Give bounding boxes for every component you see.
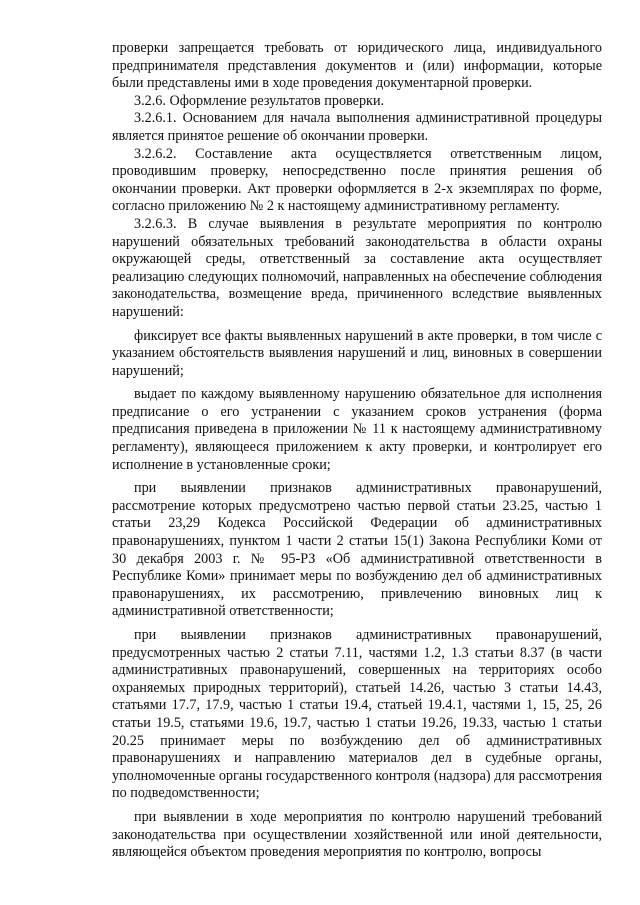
paragraph-3-2-6-1: 3.2.6.1. Основанием для начала выполнения административной процедуры является принятое решение об окончании проверки. [112,110,602,144]
paragraph-3-2-6-3: 3.2.6.3. В случае выявления в результате мероприятия по контролю нарушений обязательных требований законодательства в области охраны окружающей среды, ответственный за составление акта осуществляет реализацию следующих полномочий, направленных на обеспечение соблюдения законодательства, возмещение вреда, причиненного вследствие выявленных нарушений: [112,215,602,320]
section-heading-3-2-6: 3.2.6. Оформление результатов проверки. [134,92,385,109]
list-item-issues-order: выдает по каждому выявленному нарушению обязательное для исполнения предписание о его устранении с указанием сроков устранения (форма предписания приведена в приложении № 11 к настоящему административному регламенту), являющееся приложением к акту проверки, и контролирует его исполнение в установленные сроки; [112,386,602,473]
list-item-economic-activity: при выявлении в ходе мероприятия по контролю нарушений требований законодательства при осуществлении хозяйственной или иной деятельности, являющейся объектом проведения мероприятия по контролю, вопросы [112,808,602,861]
paragraph-3-2-6-2: 3.2.6.2. Составление акта осуществляется ответственным лицом, проводившим проверку, непосредственно после принятия решения об окончании проверки. Акт проверки оформляется в 2-х экземплярах по форме, согласно приложению № 2 к настоящему административному регламенту. [112,145,602,215]
paragraph-continuation: проверки запрещается требовать от юридического лица, индивидуального предпринимателя представления документов и (или) информации, которые были представлены ими в ходе проведения документарной проверки. [112,40,602,92]
document-body [112,40,602,862]
list-item-admin-offenses-courts: при выявлении признаков административных правонарушений, предусмотренных частью 2 статьи 7.11, частями 1.2, 1.3 статьи 8.37 (в части административных правонарушений, совершенных на территориях особо охраняемых природных территорий), статьей 14.26, частью 3 статьи 14.43, статьями 17.7, 17.9, частью 1 статьи 19.4, статьей 19.4.1, частями 1, 15, 25, 26 статьи 19.5, статьями 19.6, 19.7, частью 1 статьи 19.26, 19.33, частью 1 статьи 20.25 принимает меры по возбуждению дел об административных правонарушениях и направлению материалов дел в судебные органы, уполномоченные органы государственного контроля (надзора) для рассмотрения по подведомственности; [112,627,602,802]
list-item-admin-offenses-koap: при выявлении признаков административных правонарушений, рассмотрение которых предусмотрено частью первой статьи 23.25, частью 1 статьи 23,29 Кодекса Российской Федерации об административных правонарушениях, пунктом 1 части 2 статьи 15(1) Закона Республики Коми от 30 декабря 2003 г. № 95-РЗ «Об административной ответственности в Республике Коми» принимает меры по возбуждению дел об административных правонарушениях, их рассмотрению, привлечению виновных лиц к административной ответственности; [112,480,602,620]
list-item-fixes-violations: фиксирует все факты выявленных нарушений в акте проверки, в том числе с указанием обстоятельств выявления нарушений и лиц, виновных в совершении нарушений; [112,327,602,379]
